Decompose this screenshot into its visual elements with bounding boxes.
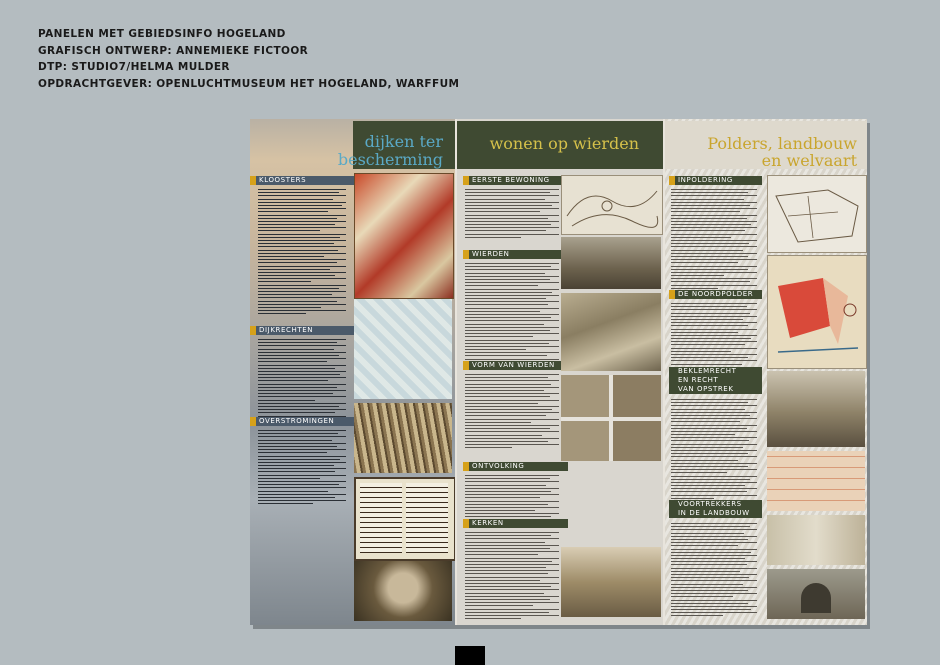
section-heading: INPOLDERING: [669, 176, 762, 185]
dike-workers-illustration: [354, 299, 452, 399]
credit-line: PANELEN MET GEBIEDSINFO HOGELAND: [38, 28, 286, 40]
historic-map-strip: [767, 515, 865, 565]
panel-dijken: [250, 119, 455, 625]
excavation-photo: [561, 237, 661, 289]
section-heading: KERKEN: [463, 519, 568, 528]
body-text: [465, 263, 559, 371]
body-text: [671, 303, 757, 373]
village-photos: [561, 375, 661, 461]
flood-engraving: [354, 403, 452, 473]
archaeology-photo: [561, 293, 661, 371]
section-heading: BEKLEMRECHT EN RECHT VAN OPSTREK: [669, 367, 762, 394]
body-text: [258, 430, 346, 507]
body-text: [465, 374, 559, 451]
historic-pamphlets: [354, 477, 455, 561]
section-heading: OVERSTROMINGEN: [250, 417, 357, 426]
panel-title-band: [337, 121, 455, 169]
credit-line: DTP: STUDIO7/HELMA MULDER: [38, 61, 230, 74]
section-heading: DIJKRECHTEN: [250, 326, 357, 335]
info-panel-board: [250, 119, 867, 625]
body-text: [671, 189, 757, 291]
body-text: [258, 339, 346, 428]
section-heading: WIERDEN: [463, 250, 568, 259]
section-heading: DE NOORDPOLDER: [669, 290, 762, 299]
polder-map-sketch: [767, 175, 867, 253]
section-heading: VOORTREKKERS IN DE LANDBOUW: [669, 500, 762, 518]
noordpolder-map: [767, 255, 867, 369]
manuscript-image: [354, 173, 454, 299]
body-text: [465, 189, 559, 240]
page-marker: [455, 646, 485, 665]
field-pattern-map: [767, 451, 865, 511]
farmers-photo: [767, 371, 865, 447]
panel-title-band: [665, 121, 867, 169]
panel-title: dijken ter bescherming: [337, 132, 443, 169]
panel-wierden: [457, 119, 663, 625]
credits-block: [38, 26, 459, 92]
panel-title: Polders, landbouw en welvaart: [707, 134, 857, 170]
body-text: [671, 399, 757, 501]
sluice-photo: [354, 561, 452, 621]
panel-polders: [665, 119, 867, 625]
credit-line: GRAFISCH ONTWERP: ANNEMIEKE FICTOOR: [38, 44, 309, 57]
section-heading: EERSTE BEWONING: [463, 176, 568, 185]
credit-line: OPDRACHTGEVER: OPENLUCHTMUSEUM HET HOGELAND, WARFFUM: [38, 77, 460, 90]
panel-title-band: [457, 121, 663, 169]
section-heading: ONTVOLKING: [463, 462, 568, 471]
panel-title: wonen op wierden: [489, 134, 639, 153]
wierden-map: [561, 175, 663, 235]
church-on-wierde-photo: [561, 547, 661, 617]
section-heading: VORM VAN WIERDEN: [463, 361, 568, 370]
body-text: [258, 189, 346, 317]
section-heading: KLOOSTERS: [250, 176, 357, 185]
pumping-station-photo: [767, 569, 865, 619]
body-text: [465, 532, 559, 621]
body-text: [671, 523, 757, 619]
